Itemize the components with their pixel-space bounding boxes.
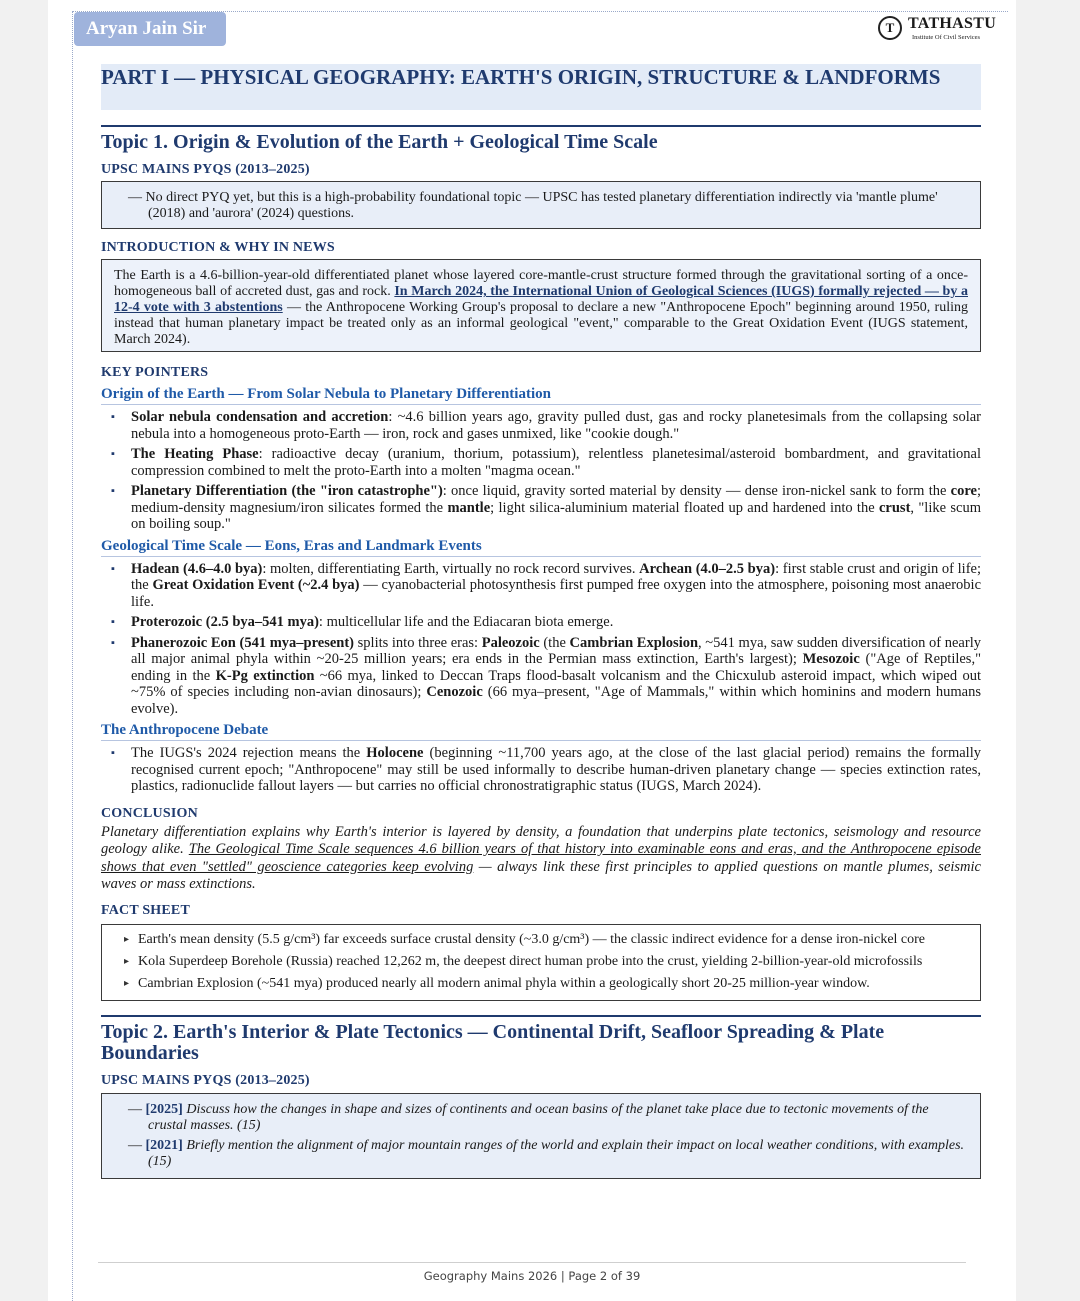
- logo-name: TATHASTU: [908, 15, 997, 32]
- conclusion-text: Planetary differentiation explains why Earth's interior is layered by density, a foundation that underpins plate tectonics, seismology and resource geology alike. The Geological Time Scale sequences 4.6 billion years of that history into examinable eons and eras, and the Anthropocene episode shows that even "settled" geoscience categories keep evolving — always link these first principles to applied questions on mantle plumes, seismic waves or mass extinctions.: [101, 823, 981, 892]
- intro-text-c: — the Anthropocene Working Group's proposal to declare a new "Anthropocene Epoch" beginning around 1950, ruling instead that human planetary impact be treated only as an informal geological "event," comparable to the Great Oxidation Event (IUGS statement, March 2024).: [114, 300, 968, 347]
- page-frame-left: [72, 11, 73, 1301]
- intro-box: [101, 259, 981, 352]
- topic1-title: Topic 1. Origin & Evolution of the Earth + Geological Time Scale: [101, 131, 658, 153]
- list-item: ▪ Proterozoic (2.5 bya–541 mya): multicellular life and the Ediacaran biota emerge.: [101, 614, 981, 631]
- topic2-pyq-label: UPSC MAINS PYQS (2013–2025): [101, 1072, 310, 1088]
- pyq-question: — [2025] Discuss how the changes in shape and sizes of continents and ocean basins of the planet take place due to tectonic movements of the crustal masses. (15): [128, 1101, 929, 1133]
- topic2-title: Topic 2. Earth's Interior & Plate Tectonics — Continental Drift, Seafloor Spreading & Plate Boundaries: [101, 1020, 885, 1064]
- topic1-pyq-box: [101, 181, 981, 229]
- pyq-text: — No direct PYQ yet, but this is a high-probability foundational topic — UPSC has tested planetary differentiation indirectly via 'mantle plume' (2018) and 'aurora' (2024) questions.: [128, 190, 938, 221]
- page-footer: Geography Mains 2026 | Page 2 of 39: [98, 1262, 966, 1283]
- list-item: ▪ Phanerozoic Eon (541 mya–present) splits into three eras: Paleozoic (the Cambrian Explosion, ~541 mya, saw sudden diversification of nearly all major animal phyla within ~20-25 million years; era ends in the Permian mass extinction, Earth's largest); Mesozoic ("Age of Reptiles," ending in the K-Pg extinction ~66 mya, linked to Deccan Traps flood-basalt volcanism and the Chicxulub asteroid impact, which wiped out ~75% of species including non-avian dinosaurs); Cenozoic (66 mya–present, "Age of Mammals," within which hominins and modern humans evolve).: [101, 635, 981, 718]
- list-item: ▪ Planetary Differentiation (the "iron catastrophe"): once liquid, gravity sorted material by density — dense iron-nickel sank to form the core; medium-density magnesium/iron silicates formed the mantle; light silica-aluminium material floated up and hardened into the crust, "like scum on boiling soup.": [101, 483, 981, 533]
- subhead-time-scale: Geological Time Scale — Eons, Eras and Landmark Events: [101, 538, 981, 557]
- subhead-anthropocene: The Anthropocene Debate: [101, 722, 981, 741]
- time-scale-points: [101, 561, 981, 718]
- topic2-pyq-box: [101, 1093, 981, 1179]
- topic-divider: [101, 125, 981, 127]
- fact-item: ▸ Earth's mean density (5.5 g/cm³) far exceeds surface crustal density (~3.0 g/cm³) — the classic indirect evidence for a dense iron-nickel core: [124, 932, 968, 947]
- key-pointers-label: KEY POINTERS: [101, 365, 209, 380]
- fact-sheet-box: [101, 924, 981, 1001]
- fact-sheet-label: FACT SHEET: [101, 902, 191, 918]
- intro-highlight: In March 2024, the International Union of Geological Sciences (IUGS) formally rejected — by a 12-4 vote with 3 abstentions: [114, 284, 968, 315]
- document-page: [48, 0, 1016, 1301]
- list-item: ▪ Hadean (4.6–4.0 bya): molten, differentiating Earth, virtually no rock record survives. Archean (4.0–2.5 bya): first stable crust and origin of life; the Great Oxidation Event (~2.4 bya) — cyanobacterial photosynthesis first pumped free oxygen into the atmosphere, poisoning most anaerobic life.: [101, 561, 981, 611]
- intro-text-a: The Earth is a 4.6-billion-year-old differentiated planet whose layered core-mantle-crust structure formed through the gravitational sorting of a once-homogeneous ball of accreted dust, gas and rock.: [114, 268, 968, 299]
- logo-mark-icon: T: [878, 16, 902, 40]
- conclusion-label: CONCLUSION: [101, 805, 198, 821]
- tathastu-logo: [878, 16, 1008, 46]
- anthropocene-points: [101, 745, 981, 795]
- list-item: ▪ Solar nebula condensation and accretion: ~4.6 billion years ago, gravity pulled dust, gas and rocky planetesimals from the collapsing solar nebula into a homogeneous proto-Earth — iron, rock and gases unmixed, like "cookie dough.": [101, 409, 981, 442]
- fact-item: ▸ Kola Superdeep Borehole (Russia) reached 12,262 m, the deepest direct human probe into the crust, yielding 2-billion-year-old microfossils: [124, 954, 968, 969]
- list-item: ▪ The IUGS's 2024 rejection means the Holocene (beginning ~11,700 years ago, at the close of the last glacial period) remains the formally recognised current epoch; "Anthropocene" may still be used informally to describe human-driven planetary change — species extinction rates, plastics, radionuclide fallout layers — but carries no official chronostratigraphic status (IUGS, March 2024).: [101, 745, 981, 795]
- subhead-origin: Origin of the Earth — From Solar Nebula to Planetary Differentiation: [101, 386, 981, 405]
- author-badge: Aryan Jain Sir: [74, 12, 226, 46]
- list-item: ▪ The Heating Phase: radioactive decay (uranium, thorium, potassium), relentless planetesimal/asteroid bombardment, and gravitational compression combined to melt the proto-Earth into a molten "magma ocean.": [101, 446, 981, 479]
- fact-item: ▸ Cambrian Explosion (~541 mya) produced nearly all modern animal phyla within a geologically short 20-25 million-year window.: [124, 976, 968, 991]
- part-title: PART I — PHYSICAL GEOGRAPHY: EARTH'S ORIGIN, STRUCTURE & LANDFORMS: [101, 64, 981, 110]
- origin-points: [101, 409, 981, 533]
- pyq-question: — [2021] Briefly mention the alignment of major mountain ranges of the world and explain their impact on local weather conditions, with examples. (15): [128, 1137, 965, 1169]
- logo-subtitle: Institute Of Civil Services: [912, 34, 981, 41]
- main-content: [101, 64, 981, 1179]
- topic1-pyq-label: UPSC MAINS PYQS (2013–2025): [101, 162, 310, 177]
- intro-label: INTRODUCTION & WHY IN NEWS: [101, 240, 335, 255]
- topic-divider: [101, 1015, 981, 1017]
